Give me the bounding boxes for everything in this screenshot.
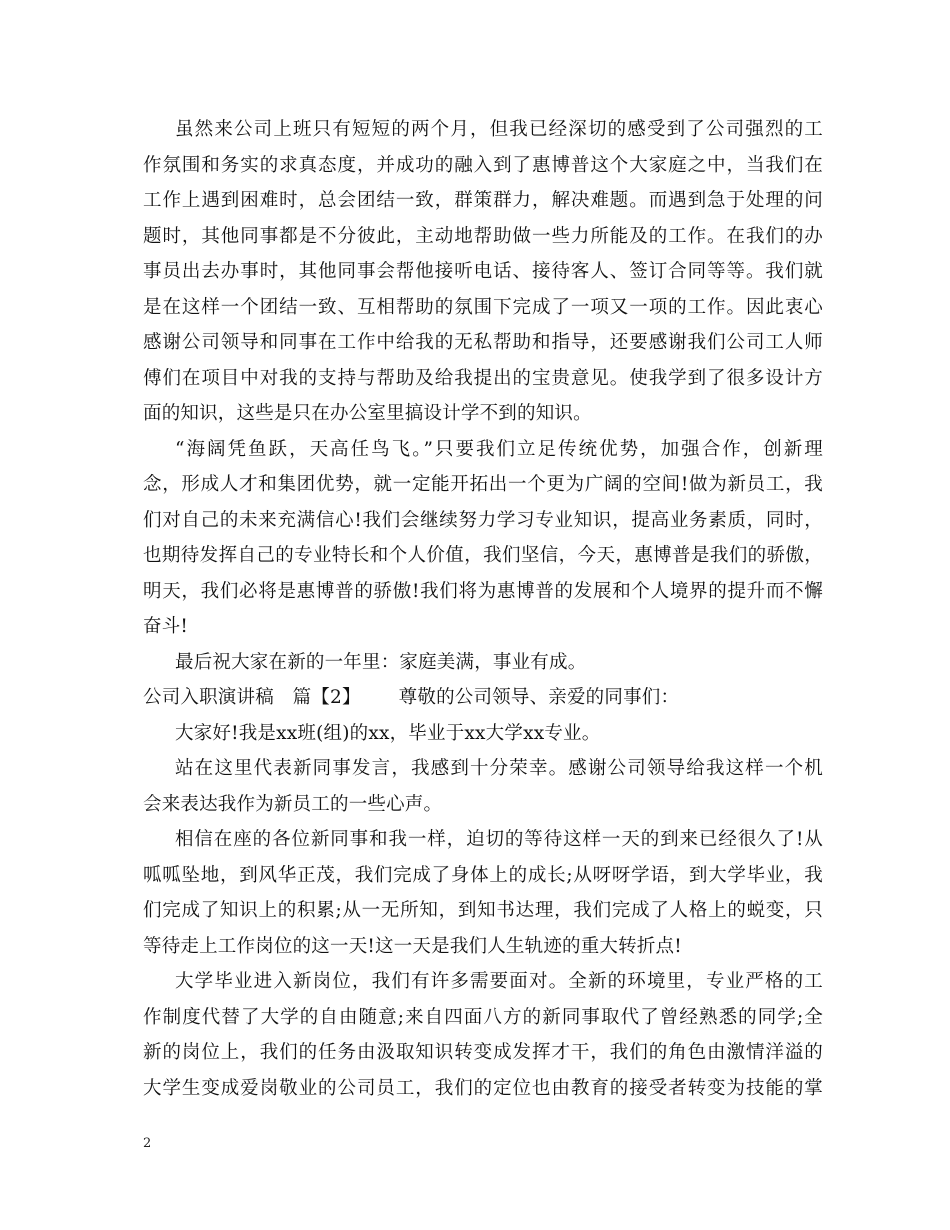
paragraph-line: 事员出去办事时，其他同事会帮他接听电话、接待客人、签订合同等等。我们就: [143, 261, 823, 282]
paragraph-line: 会来表达我作为新员工的一些心声。: [143, 793, 443, 815]
paragraph-line: 感谢公司领导和同事在工作中给我的无私帮助和指导，还要感谢我们公司工人师: [143, 332, 823, 353]
paragraph-line: 们对自己的未来充满信心!我们会继续努力学习专业知识，提高业务素质，同时，: [143, 509, 823, 531]
paragraph-line: 也期待发挥自己的专业特长和个人价值，我们坚信，今天，惠博普是我们的骄傲，: [143, 545, 823, 566]
paragraph-line: 作氛围和务实的求真态度，并成功的融入到了惠博普这个大家庭之中，当我们在: [143, 154, 823, 176]
paragraph-line: 面的知识，这些是只在办公室里搞设计学不到的知识。: [143, 403, 592, 424]
salutation: 尊敬的公司领导、亲爱的同事们：: [398, 687, 680, 708]
paragraph-line: 相信在座的各位新同事和我一样，迫切的等待这样一天的到来已经很久了!从: [175, 829, 823, 850]
paragraph-line: 题时，其他同事都是不分彼此，主动地帮助做一些力所能及的工作。在我们的办: [143, 225, 823, 247]
paragraph-line: 最后祝大家在新的一年里：家庭美满，事业有成。: [175, 651, 587, 673]
paragraph-line: 站在这里代表新同事发言，我感到十分荣幸。感谢公司领导给我这样一个机: [175, 758, 823, 779]
paragraph-line: 奋斗!: [143, 616, 189, 637]
paragraph-line: 念，形成人才和集团优势，就一定能开拓出一个更为广阔的空间!做为新员工，我: [143, 474, 823, 495]
section-title: 公司入职演讲稿 篇【2】: [143, 687, 361, 708]
section-heading: [143, 680, 823, 716]
paragraph-line: 工作上遇到困难时，总会团结一致，群策群力，解决难题。而遇到急于处理的问: [143, 190, 823, 211]
paragraph-line: 们完成了知识上的积累;从一无所知，到知书达理，我们完成了人格上的蜕变，只: [143, 900, 823, 921]
paragraph-line: 大家好!我是xx班(组)的xx，毕业于xx大学xx专业。: [175, 722, 601, 744]
paragraph-line: 大学生变成爱岗敬业的公司员工，我们的定位也由教育的接受者转变为技能的掌: [143, 1077, 823, 1099]
paragraph-line: “海阔凭鱼跃，天高任鸟飞。”只要我们立足传统优势，加强合作，创新理: [175, 438, 823, 460]
paragraph-line: 等待走上工作岗位的这一天!这一天是我们人生轨迹的重大转折点!: [143, 935, 682, 957]
paragraph-line: 新的岗位上，我们的任务由汲取知识转变成发挥才干，我们的角色由激情洋溢的: [143, 1042, 823, 1063]
paragraph-line: 大学毕业进入新岗位，我们有许多需要面对。全新的环境里，专业严格的工: [175, 971, 823, 992]
paragraph-line: 呱呱坠地，到风华正茂，我们完成了身体上的成长;从呀呀学语，到大学毕业，我: [143, 864, 823, 886]
paragraph-line: 作制度代替了大学的自由随意;来自四面八方的新同事取代了曾经熟悉的同学;全: [143, 1006, 823, 1028]
paragraph-line: 傅们在项目中对我的支持与帮助及给我提出的宝贵意见。使我学到了很多设计方: [143, 367, 823, 389]
paragraph-line: 虽然来公司上班只有短短的两个月，但我已经深切的感受到了公司强烈的工: [175, 119, 823, 140]
paragraph-line: 明天，我们必将是惠博普的骄傲!我们将为惠博普的发展和个人境界的提升而不懈: [143, 580, 823, 602]
paragraph-line: 是在这样一个团结一致、互相帮助的氛围下完成了一项又一项的工作。因此衷心: [143, 296, 823, 318]
page-number: 2: [143, 1136, 152, 1151]
document-body: [143, 112, 823, 1106]
